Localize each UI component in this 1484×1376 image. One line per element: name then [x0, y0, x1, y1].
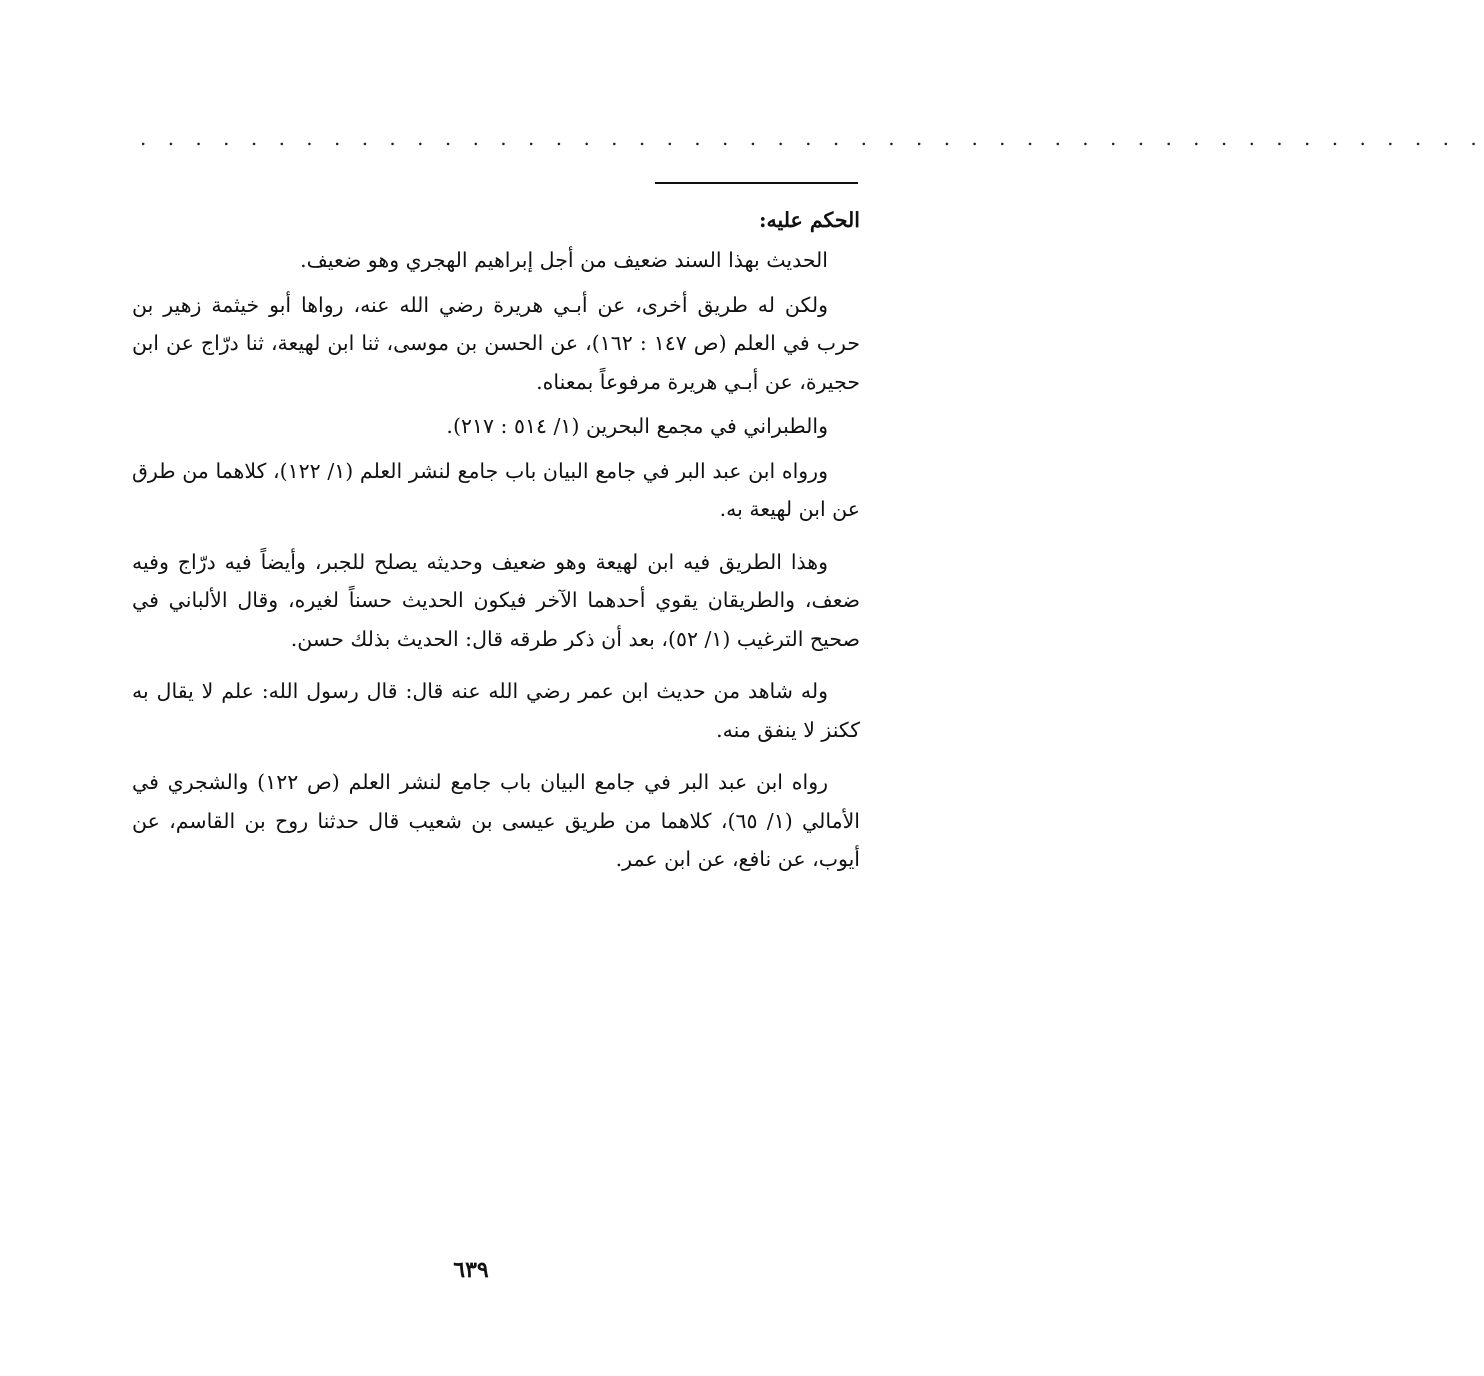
paragraph-other-route: ولكن له طريق أخرى، عن أبـي هريرة رضي الله عنه، رواها أبو خيثمة زهير بن حرب في العلم (ص ١٤٧ : ١٦٢)، عن الحسن بن موسى، ثنا ابن لهيعة، ثنا درّاج عن ابن حجيرة، عن أبـي هريرة مرفوعاً بمعناه. — [132, 292, 860, 394]
paragraph-ibn-abd-al-barr: ورواه ابن عبد البر في جامع البيان باب جامع لنشر العلم (١/ ١٢٢)، كلاهما من طرق عن ابن لهيعة به. — [132, 458, 860, 521]
dotted-separator: . . . . . . . . . . . . . . . . . . . . . . . . . . . . . . . . . . . . . . . . . . . . . . . . . — [140, 126, 1484, 150]
paragraph-narration: رواه ابن عبد البر في جامع البيان باب جامع لنشر العلم (ص ١٢٢) والشجري في الأمالي (١/ ٦٥)، كلاهما من طريق عيسى بن شعيب قال حدثنا روح بن القاسم، عن أيوب، عن نافع، عن ابن عمر. — [132, 770, 860, 871]
paragraph-tabarani: والطبراني في مجمع البحرين (١/ ٥١٤ : ٢١٧). — [446, 414, 828, 438]
paragraph-strengthening: وهذا الطريق فيه ابن لهيعة وهو ضعيف وحديثه يصلح للجبر، وأيضاً فيه درّاج وفيه ضعف، والطريقان يقوي أحدهما الآخر فيكون الحديث حسناً لغيره، وقال الألباني في صحيح الترغيب (١/ ٥٢)، بعد أن ذكر طرقه قال: الحديث بذلك حسن. — [132, 549, 860, 651]
paragraph-witness: وله شاهد من حديث ابن عمر رضي الله عنه قال: قال رسول الله: علم لا يقال به ككنز لا ينفق منه. — [132, 679, 860, 742]
section-heading: الحكم عليه: — [758, 208, 860, 232]
section-rule — [655, 182, 858, 184]
page-number: ٦٣٩ — [453, 1257, 489, 1283]
page-body — [132, 200, 860, 887]
paragraph-ruling: الحديث بهذا السند ضعيف من أجل إبراهيم الهجري وهو ضعيف. — [300, 248, 828, 272]
